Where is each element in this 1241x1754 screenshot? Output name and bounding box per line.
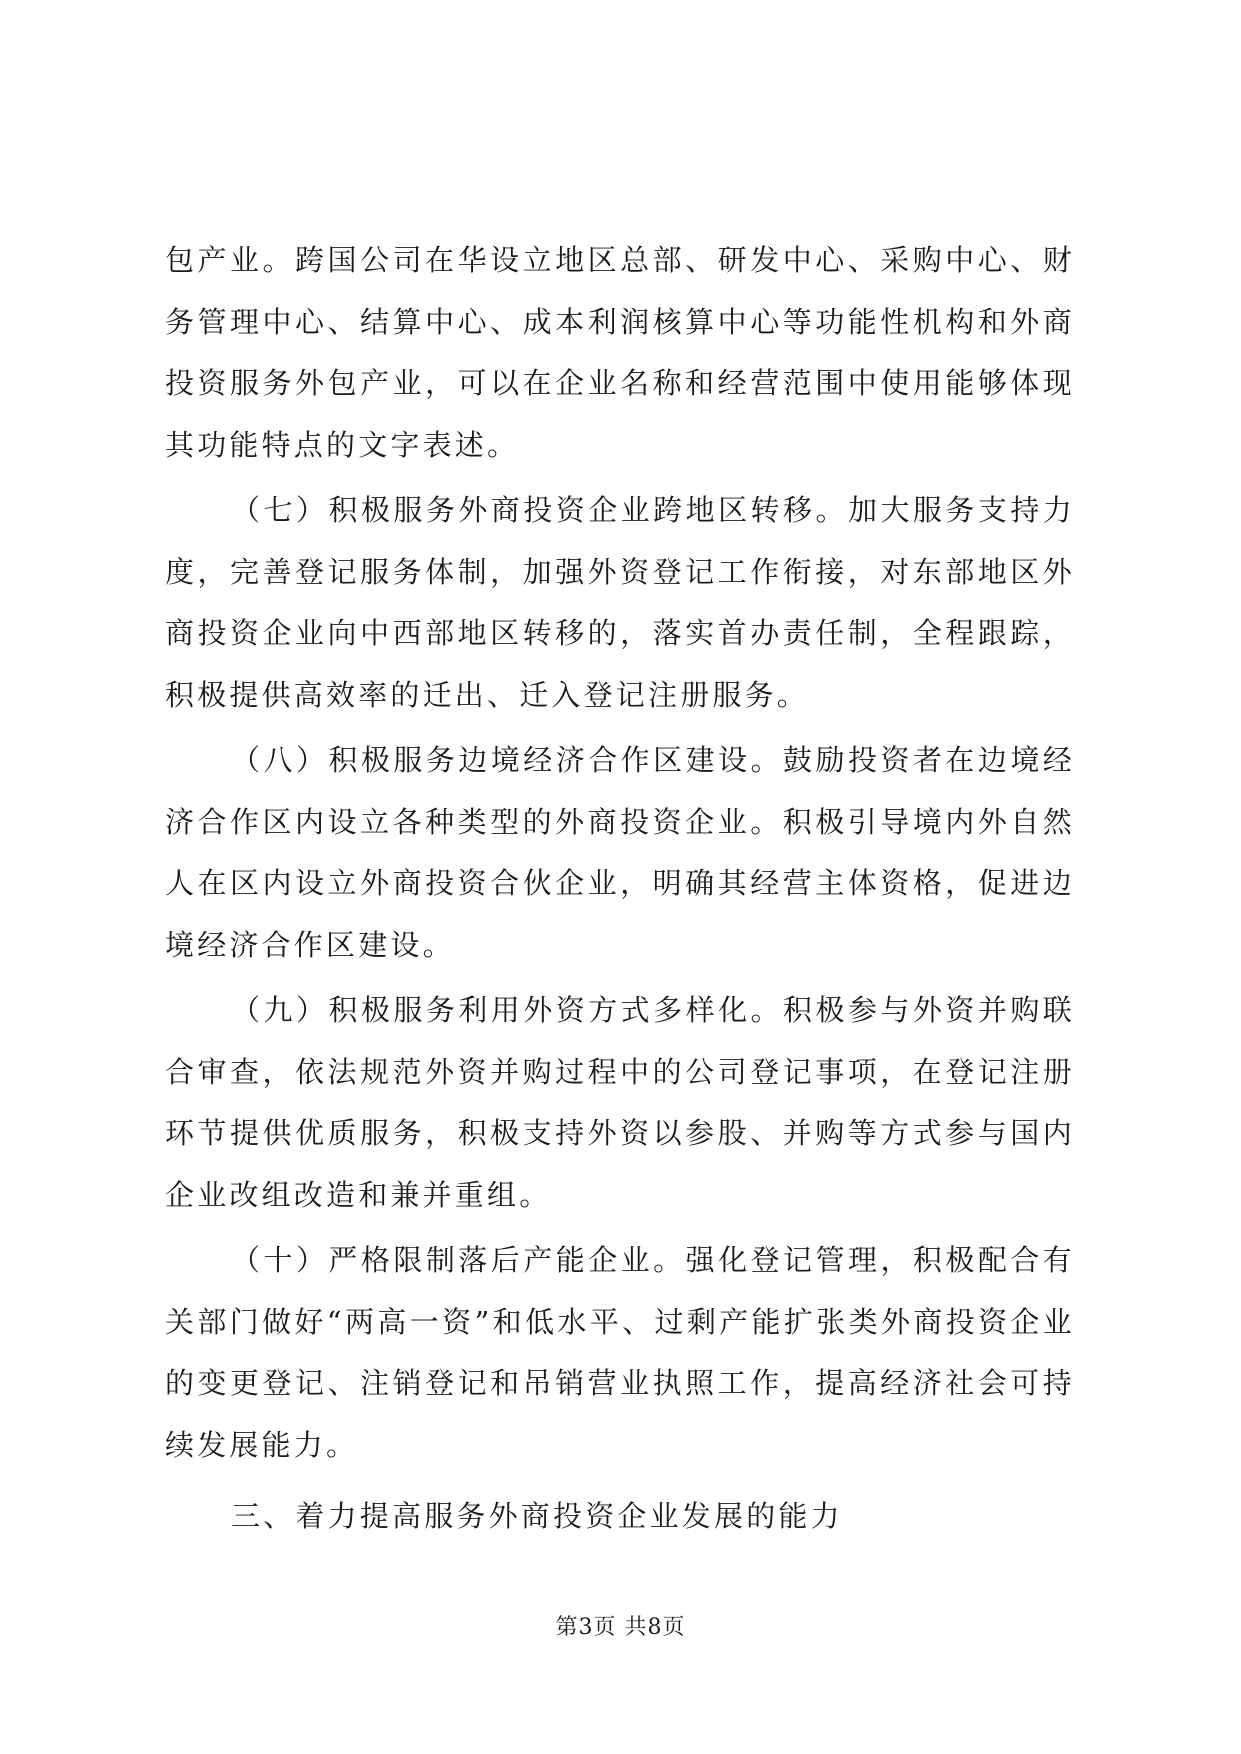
paragraph-item-10: （十）严格限制落后产能企业。强化登记管理，积极配合有关部门做好“两高一资”和低水平、过剩产能扩张类外商投资企业的变更登记、注销登记和吊销营业执照工作，提高经济社会可持续发展能力。 (165, 1243, 1075, 1462)
paragraph-continuation: 包产业。跨国公司在华设立地区总部、研发中心、采购中心、财务管理中心、结算中心、成本利润核算中心等功能性机构和外商投资服务外包产业，可以在企业名称和经营范围中使用能够体现其功能特点的文字表述。 (165, 243, 1075, 462)
section-heading: 三、着力提高服务外商投资企业发展的能力 (231, 1499, 843, 1533)
paragraph-item-7: （七）积极服务外商投资企业跨地区转移。加大服务支持力度，完善登记服务体制，加强外资登记工作衔接，对东部地区外商投资企业向中西部地区转移的，落实首办责任制，全程跟踪，积极提供高效率的迁出、迁入登记注册服务。 (165, 493, 1075, 712)
paragraph-item-9: （九）积极服务利用外资方式多样化。积极参与外资并购联合审查，依法规范外资并购过程中的公司登记事项，在登记注册环节提供优质服务，积极支持外资以参股、并购等方式参与国内企业改组改造和兼并重组。 (165, 993, 1075, 1212)
document-body (165, 230, 1075, 1552)
page-footer: 第3页 共8页 (555, 1615, 686, 1640)
paragraph-item-8: （八）积极服务边境经济合作区建设。鼓励投资者在边境经济合作区内设立各种类型的外商投资企业。积极引导境内外自然人在区内设立外商投资合伙企业，明确其经营主体资格，促进边境经济合作区建设。 (165, 743, 1075, 962)
